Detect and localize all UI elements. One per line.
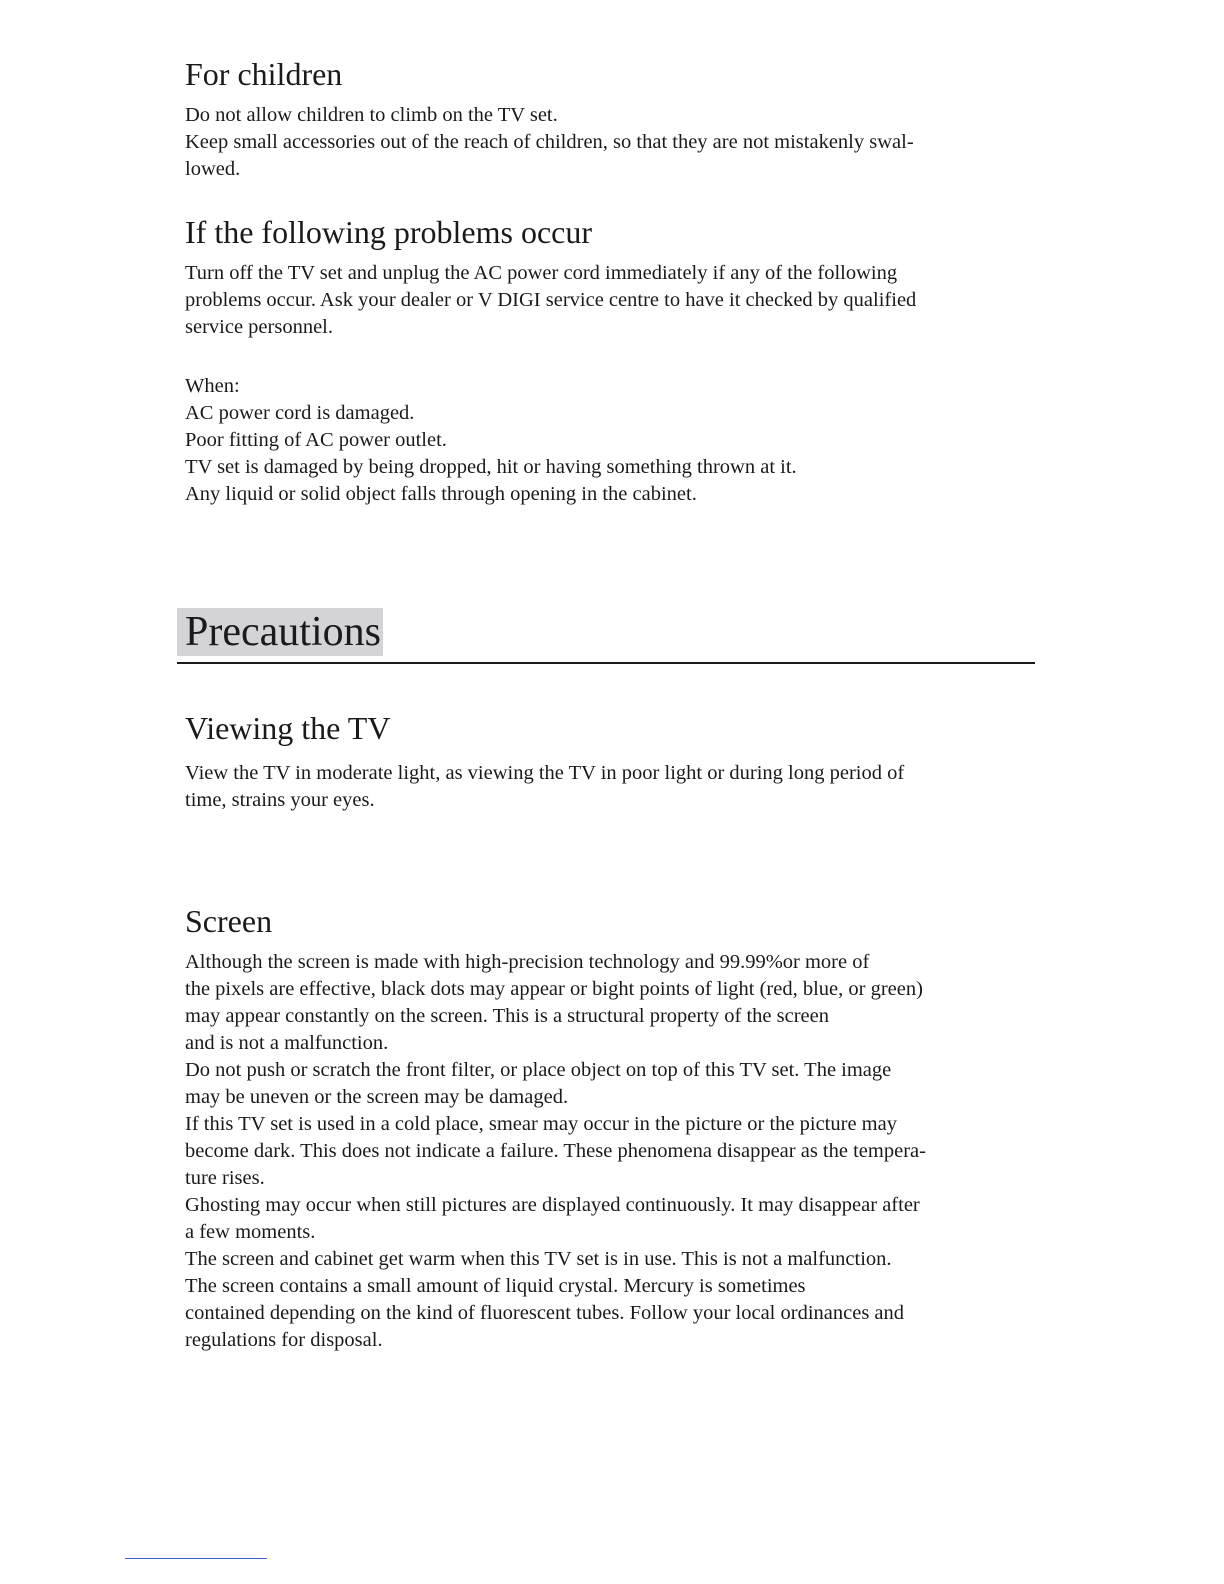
screen-text [185, 949, 926, 1354]
text-line: Ghosting may occur when still pictures are displayed continuously. It may disappear after [185, 1194, 920, 1216]
for-children-text [185, 102, 914, 183]
footer-rule [125, 1558, 267, 1559]
text-line: problems occur. Ask your dealer or V DIGI service centre to have it checked by qualified [185, 289, 917, 311]
problems-heading: If the following problems occur [185, 214, 592, 250]
text-line: Although the screen is made with high-precision technology and 99.99%or more of [185, 951, 870, 973]
precautions-title: Precautions [185, 609, 381, 655]
text-line: and is not a malfunction. [185, 1032, 389, 1054]
text-line: may appear constantly on the screen. This is a structural property of the screen [185, 1005, 830, 1027]
viewing-text [185, 760, 904, 814]
text-line: may be uneven or the screen may be damaged. [185, 1086, 569, 1108]
list-item: TV set is damaged by being dropped, hit or having something thrown at it. [185, 456, 797, 478]
problems-when-list [185, 373, 797, 508]
text-line: If this TV set is used in a cold place, smear may occur in the picture or the picture may [185, 1113, 897, 1135]
list-item: Any liquid or solid object falls through opening in the cabinet. [185, 483, 697, 505]
for-children-heading: For children [185, 56, 343, 92]
viewing-heading: Viewing the TV [185, 710, 391, 746]
section-divider [177, 662, 1035, 664]
text-line: Turn off the TV set and unplug the AC power cord immediately if any of the following [185, 262, 898, 284]
list-item: Poor fitting of AC power outlet. [185, 429, 447, 451]
text-line: lowed. [185, 158, 241, 180]
when-label: When: [185, 375, 240, 397]
text-line: regulations for disposal. [185, 1329, 383, 1351]
text-line: View the TV in moderate light, as viewing the TV in poor light or during long period of [185, 762, 905, 784]
text-line: become dark. This does not indicate a failure. These phenomena disappear as the tempera- [185, 1140, 926, 1162]
text-line: Keep small accessories out of the reach of children, so that they are not mistakenly swal- [185, 131, 914, 153]
text-line: the pixels are effective, black dots may appear or bight points of light (red, blue, or green) [185, 978, 923, 1000]
text-line: contained depending on the kind of fluorescent tubes. Follow your local ordinances and [185, 1302, 905, 1324]
text-line: Do not allow children to climb on the TV set. [185, 104, 558, 126]
text-line: ture rises. [185, 1167, 265, 1189]
text-line: Do not push or scratch the front filter, or place object on top of this TV set. The image [185, 1059, 892, 1081]
text-line: time, strains your eyes. [185, 789, 375, 811]
problems-intro-text [185, 260, 916, 341]
text-line: The screen contains a small amount of liquid crystal. Mercury is sometimes [185, 1275, 806, 1297]
list-item: AC power cord is damaged. [185, 402, 415, 424]
screen-heading: Screen [185, 903, 273, 939]
text-line: service personnel. [185, 316, 333, 338]
text-line: a few moments. [185, 1221, 316, 1243]
text-line: The screen and cabinet get warm when this TV set is in use. This is not a malfunction. [185, 1248, 892, 1270]
